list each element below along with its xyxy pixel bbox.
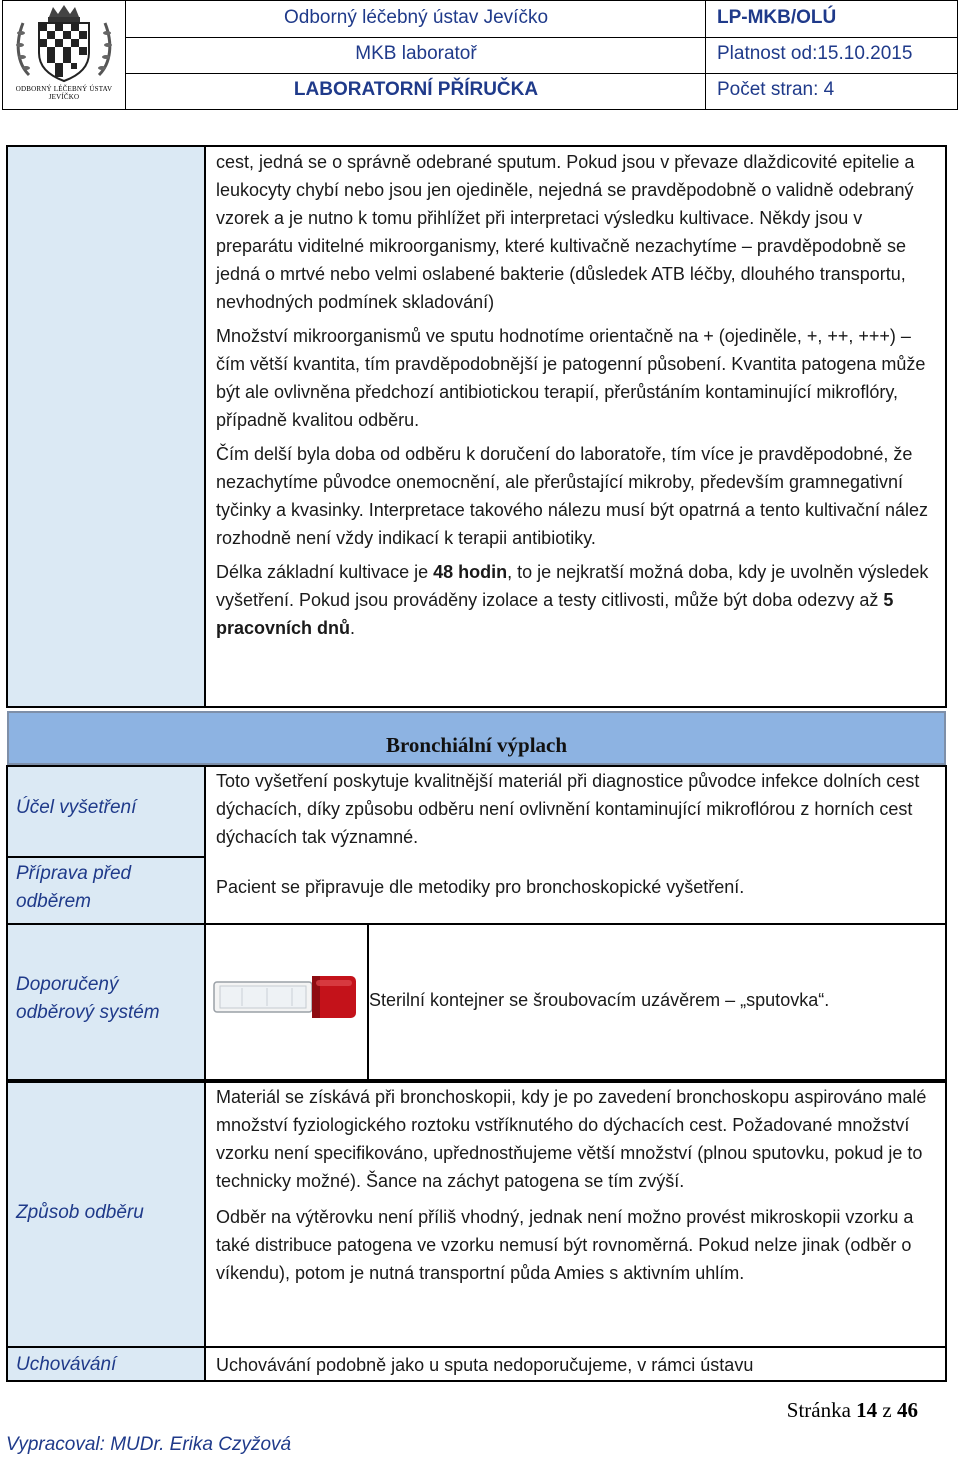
column-divider: [204, 765, 206, 925]
collection-system-text: Sterilní kontejner se šroubovacím uzávěrem – „sputovka“.: [369, 990, 830, 1010]
logo-caption-line2: JEVÍČKO: [48, 93, 80, 101]
collection-method-text: [216, 1083, 938, 1287]
author: Vypracoval: MUDr. Erika Czyžová: [6, 1434, 292, 1455]
logo: [3, 1, 126, 109]
label-preparation: Příprava před odběrem: [16, 863, 132, 912]
label-purpose: Účel vyšetření: [16, 797, 137, 818]
column-divider: [204, 1081, 206, 1382]
institution-logo-icon: [11, 3, 117, 85]
section-title: Bronchiální výplach: [7, 711, 946, 765]
header-institution: Odborný léčebný ústav Jevíčko: [283, 7, 549, 28]
method-paragraph-2: Odběr na výtěrovku není příliš vhodný, jednak není možno provést mikroskopii vzorku a také distribuce patogena ve vzorku nemusí být rovnoměrná. Pokud nelze jinak (odběr o víkendu), potom je nutná transportní půda Amies s aktivním uhlím.: [216, 1207, 914, 1283]
column-divider: [204, 925, 206, 1081]
row-divider: [8, 856, 204, 858]
header-validity: Platnost od:15.10.2015: [717, 43, 913, 64]
sputum-paragraph-4: [216, 558, 938, 642]
purpose-text: Toto vyšetření poskytuje kvalitnější materiál při diagnostice původce infekce dolních cest dýchacích, díky způsobu odběru není ovlivnění kontaminující mikroflórou z horních cest dýchacích tak významné.: [216, 771, 920, 847]
sputum-paragraph-2: Množství mikroorganismů ve sputu hodnotíme orientačně na + (ojediněle, +, ++, +++) – čím větší kvantita, tím pravděpodobnější je patogenní působení. Kvantita patogena může být ale ovlivněna předchozí antibiotickou terapií, přerůstáním kontaminující mikroflóry, případně kvalitou odběru.: [216, 326, 926, 430]
duration-highlight: 48 hodin: [433, 562, 508, 582]
label-collection-system: Doporučený odběrový systém: [16, 974, 160, 1023]
duration-highlight: 5 pracovních dnů: [216, 590, 894, 638]
header-divider: [705, 1, 706, 109]
sputum-paragraph-3: Čím delší byla doba od odběru k doručení do laboratoře, tím více je pravděpodobné, že nezachytíme původce onemocnění, ale přerůstající mikroby, především gramnegativní tyčinky a kvasinky. Interpretace takového nálezu musí být opatrná a tento kultivační nález rozhodně není vždy indikací k terapii antibiotiky.: [216, 444, 929, 548]
current-page: 14: [856, 1398, 878, 1422]
preparation-text: Pacient se připravuje dle metodiky pro bronchoskopické vyšetření.: [216, 877, 745, 897]
header-lab: MKB laboratoř: [355, 43, 477, 64]
page-number: [787, 1398, 918, 1423]
column-divider: [204, 145, 206, 708]
page-mid: z: [877, 1398, 897, 1422]
label-column: [8, 147, 204, 706]
label-column: [8, 1083, 204, 1380]
header-manual: LABORATORNÍ PŘÍRUČKA: [293, 79, 539, 100]
header-doc-code: LP-MKB/OLÚ: [717, 7, 837, 28]
sputum-paragraph-1: cest, jedná se o správně odebrané sputum. Pokud jsou v převaze dlaždicovité epitelie a leukocyty chybí nebo jsou jen ojediněle, nejedná se pravděpodobně o validně odebraný vzorek a je nutno k tomu přihlížet při interpretaci výsledku kultivace. Někdy jsou v preparátu viditelné mikroorganismy, které kultivačně nezachytíme – pravděpodobně se jedná o mrtvé nebo velmi oslabené bakterie (důsledek ATB léčby, dlouhého transportu, nevhodných podmínek skladování): [216, 152, 915, 312]
text-run: .: [350, 618, 356, 638]
label-collection-method: Způsob odběru: [16, 1202, 144, 1223]
text-run: Délka základní kultivace je: [216, 562, 434, 582]
document-header: [2, 0, 958, 110]
text-run: , to je nejkratší možná doba, kdy je uvolněn výsledek vyšetření. Pokud jsou prováděny izolace a testy citlivosti, může být doba odezvy až: [216, 562, 929, 610]
method-paragraph-1: Materiál se získává při bronchoskopii, kdy je po zavedení bronchoskopu aspirováno malé množství fyziologického roztoku vstříknutého do dýchacích cest. Požadované množství vzorku není specifikováno, upřednostňujeme větší množství (plnou sputovku, pokud je to technicky možné). Šance na záchyt patogena se tím zvýší.: [216, 1087, 927, 1191]
storage-text: Uchovávání podobně jako u sputa nedoporučujeme, v rámci ústavu: [216, 1355, 754, 1375]
header-pages: Počet stran: 4: [717, 79, 835, 100]
page-prefix: Stránka: [786, 1398, 857, 1422]
header-divider: [125, 37, 957, 38]
sputum-text: [216, 148, 938, 642]
sputum-container-icon: [212, 972, 362, 1022]
logo-caption-line1: ODBORNÝ LÉČEBNÝ ÚSTAV: [15, 85, 113, 93]
header-divider: [125, 73, 957, 74]
total-pages: 46: [897, 1398, 918, 1422]
row-divider: [8, 1346, 945, 1348]
label-storage: Uchovávání: [16, 1354, 117, 1375]
